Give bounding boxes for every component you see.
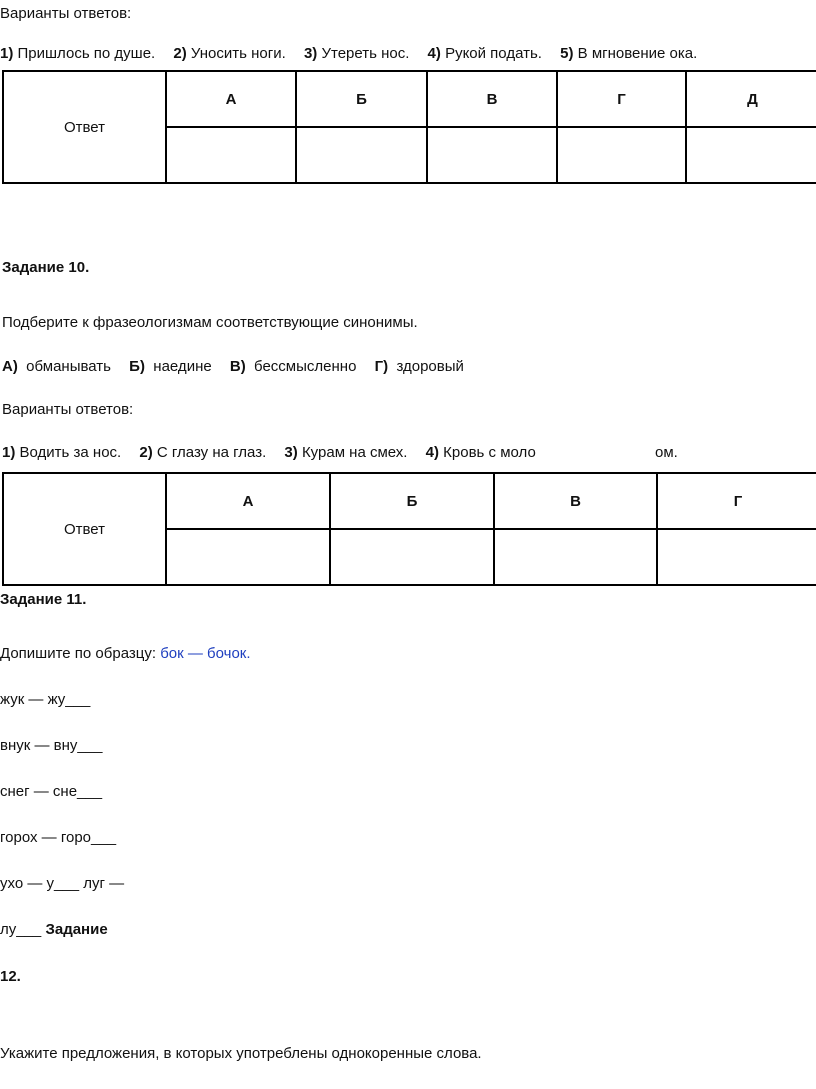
task10-row-label: Ответ xyxy=(3,473,166,585)
task10-option-4-tail: ом. xyxy=(655,444,678,461)
task10-item-v: В) бессмысленно xyxy=(229,358,357,375)
task11-line-4: горох — горо___ xyxy=(0,829,117,846)
task11-line-2: внук — вну___ xyxy=(0,737,103,754)
task9-option-2: 2) Уносить ноги. xyxy=(173,45,286,62)
task10-answer-cell-v[interactable] xyxy=(494,529,657,585)
task10-header-g: Г xyxy=(657,473,816,529)
task9-answer-table xyxy=(2,70,816,184)
task11-instruction: Допишите по образцу: xyxy=(0,645,157,662)
task9-options-title: Варианты ответов: xyxy=(0,5,132,22)
task11-example: бок — бочок. xyxy=(160,645,251,662)
task10-option-1: 1) Водить за нос. xyxy=(2,444,122,461)
task9-header-d: Д xyxy=(686,71,816,127)
task10-instruction: Подберите к фразеологизмам соответствующие синонимы. xyxy=(2,314,418,331)
task11-line-6: лу___ Задание xyxy=(0,921,108,938)
task9-header-g: Г xyxy=(557,71,686,127)
task10-answer-cell-g[interactable] xyxy=(657,529,816,585)
task11-instruction-line xyxy=(0,644,251,664)
task9-header-a: А xyxy=(166,71,296,127)
task11-line-5: ухо — у___ луг — xyxy=(0,875,125,892)
task10-items-line xyxy=(2,357,464,377)
task9-options-line xyxy=(0,44,697,64)
task9-answer-cell-g[interactable] xyxy=(557,127,686,183)
task9-option-5: 5) В мгновение ока. xyxy=(560,45,698,62)
task11-line-3: снег — сне___ xyxy=(0,783,103,800)
task9-row-label: Ответ xyxy=(3,71,166,183)
task10-item-g: Г) здоровый xyxy=(374,358,464,375)
task9-header-v: В xyxy=(427,71,557,127)
task10-item-a: А) обманывать xyxy=(2,358,111,375)
task9-option-1: 1) Пришлось по душе. xyxy=(0,45,156,62)
task9-answer-cell-b[interactable] xyxy=(296,127,427,183)
task10-options-title: Варианты ответов: xyxy=(2,401,134,418)
task10-answer-cell-b[interactable] xyxy=(330,529,494,585)
task10-title: Задание 10. xyxy=(2,259,90,276)
task10-item-b: Б) наедине xyxy=(129,358,212,375)
task10-header-a: А xyxy=(166,473,330,529)
task10-header-b: Б xyxy=(330,473,494,529)
task10-option-2: 2) С глазу на глаз. xyxy=(139,444,267,461)
task10-answer-table xyxy=(2,472,816,586)
task9-answer-cell-d[interactable] xyxy=(686,127,816,183)
task9-option-3: 3) Утереть нос. xyxy=(303,45,410,62)
task9-option-4: 4) Рукой подать. xyxy=(427,45,542,62)
task10-options-line xyxy=(2,443,536,463)
task10-answer-cell-a[interactable] xyxy=(166,529,330,585)
task12-title-part2: 12. xyxy=(0,968,21,985)
task12-instruction: Укажите предложения, в которых употреблены однокоренные слова. xyxy=(0,1045,482,1062)
task9-header-b: Б xyxy=(296,71,427,127)
task10-option-3: 3) Курам на смех. xyxy=(284,444,408,461)
task9-answer-cell-v[interactable] xyxy=(427,127,557,183)
task9-answer-cell-a[interactable] xyxy=(166,127,296,183)
task11-line-1: жук — жу___ xyxy=(0,691,91,708)
task10-option-4: 4) Кровь с моло xyxy=(425,444,536,461)
task10-header-v: В xyxy=(494,473,657,529)
task11-title: Задание 11. xyxy=(0,591,87,608)
task12-title-part1: Задание xyxy=(45,921,108,938)
